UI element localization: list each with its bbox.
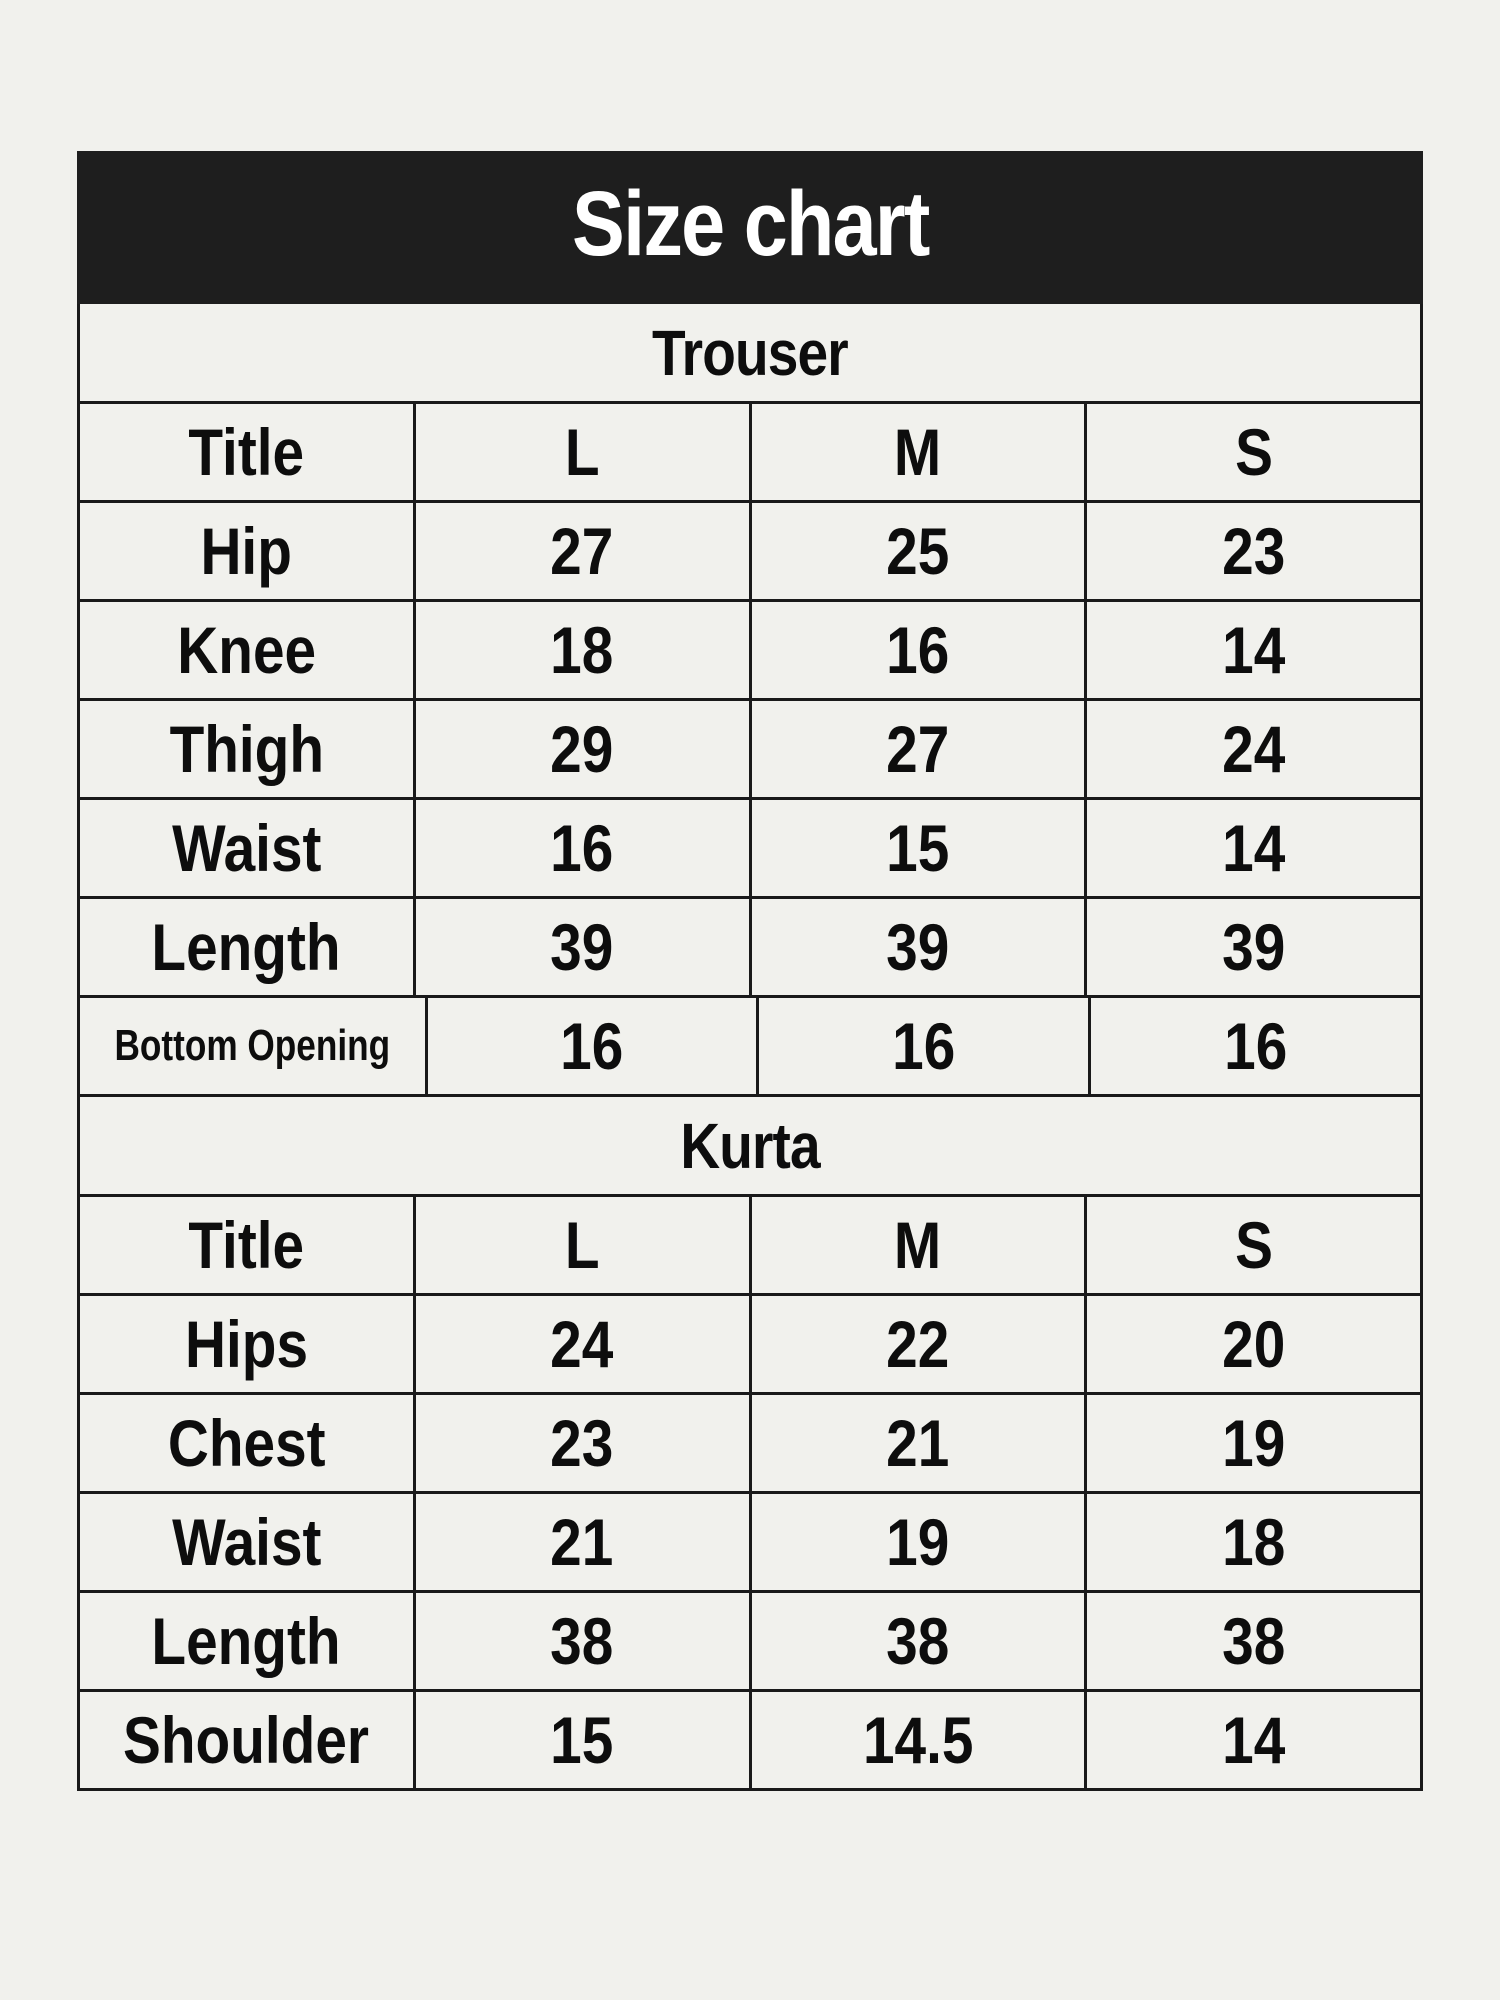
table-cell: 20 [1084, 1296, 1420, 1392]
table-cell: 15 [749, 800, 1085, 896]
trouser-heading: Trouser [652, 316, 848, 389]
table-cell: 15 [413, 1692, 749, 1788]
table-row [80, 899, 1420, 998]
table-cell: 19 [749, 1494, 1085, 1590]
table-cell: 25 [749, 503, 1085, 599]
column-header: S [1084, 404, 1420, 500]
trouser-section-title [80, 304, 1420, 404]
table-cell: 22 [749, 1296, 1085, 1392]
row-label: Chest [167, 1406, 326, 1480]
column-header: M [749, 1197, 1085, 1293]
table-cell: 14 [1084, 800, 1420, 896]
table-cell: 29 [413, 701, 749, 797]
chart-header [77, 151, 1423, 304]
row-label: Length [151, 910, 341, 984]
table-cell: 39 [413, 899, 749, 995]
table-cell: 23 [413, 1395, 749, 1491]
table-row [80, 701, 1420, 800]
table-cell: 27 [749, 701, 1085, 797]
table-cell: 39 [749, 899, 1085, 995]
table-row [80, 1593, 1420, 1692]
table-cell: 19 [1084, 1395, 1420, 1491]
table-cell: 14.5 [749, 1692, 1085, 1788]
table-cell: 18 [1084, 1494, 1420, 1590]
table-cell: 14 [1084, 602, 1420, 698]
row-label: Length [151, 1604, 341, 1678]
column-header: L [413, 404, 749, 500]
chart-title: Size chart [571, 173, 929, 275]
kurta-section-title [80, 1094, 1420, 1197]
column-header: L [413, 1197, 749, 1293]
kurta-heading: Kurta [680, 1109, 820, 1182]
table-cell: 21 [413, 1494, 749, 1590]
table-row [80, 800, 1420, 899]
table-cell: 16 [1088, 998, 1420, 1094]
column-header: Title [188, 415, 305, 489]
table-cell: 16 [413, 800, 749, 896]
table-row [80, 1692, 1420, 1788]
table-row [80, 503, 1420, 602]
table-cell: 24 [1084, 701, 1420, 797]
column-header: S [1084, 1197, 1420, 1293]
row-label: Waist [171, 811, 322, 885]
row-label: Hips [184, 1307, 308, 1381]
column-header: M [749, 404, 1085, 500]
table-row [80, 602, 1420, 701]
table-cell: 23 [1084, 503, 1420, 599]
row-label: Thigh [169, 712, 324, 786]
trouser-table [80, 404, 1420, 1094]
kurta-table [80, 1197, 1420, 1788]
table-row [80, 998, 1420, 1094]
table-cell: 38 [1084, 1593, 1420, 1689]
table-cell: 18 [413, 602, 749, 698]
table-cell: 27 [413, 503, 749, 599]
table-cell: 21 [749, 1395, 1085, 1491]
table-cell: 16 [425, 998, 757, 1094]
row-label: Shoulder [123, 1703, 370, 1777]
row-label: Waist [171, 1505, 322, 1579]
table-cell: 14 [1084, 1692, 1420, 1788]
table-cell: 38 [749, 1593, 1085, 1689]
table-cell: 16 [749, 602, 1085, 698]
kurta-header-row [80, 1197, 1420, 1296]
table-cell: 39 [1084, 899, 1420, 995]
table-cell: 38 [413, 1593, 749, 1689]
column-header: Title [188, 1208, 305, 1282]
table-cell: 16 [756, 998, 1088, 1094]
row-label: Hip [200, 514, 293, 588]
table-row [80, 1494, 1420, 1593]
row-label: Bottom Opening [114, 1021, 391, 1070]
table-cell: 24 [413, 1296, 749, 1392]
table-row [80, 1296, 1420, 1395]
trouser-header-row [80, 404, 1420, 503]
table-row [80, 1395, 1420, 1494]
chart-body [77, 304, 1423, 1791]
size-chart [77, 151, 1423, 1791]
row-label: Knee [176, 613, 316, 687]
